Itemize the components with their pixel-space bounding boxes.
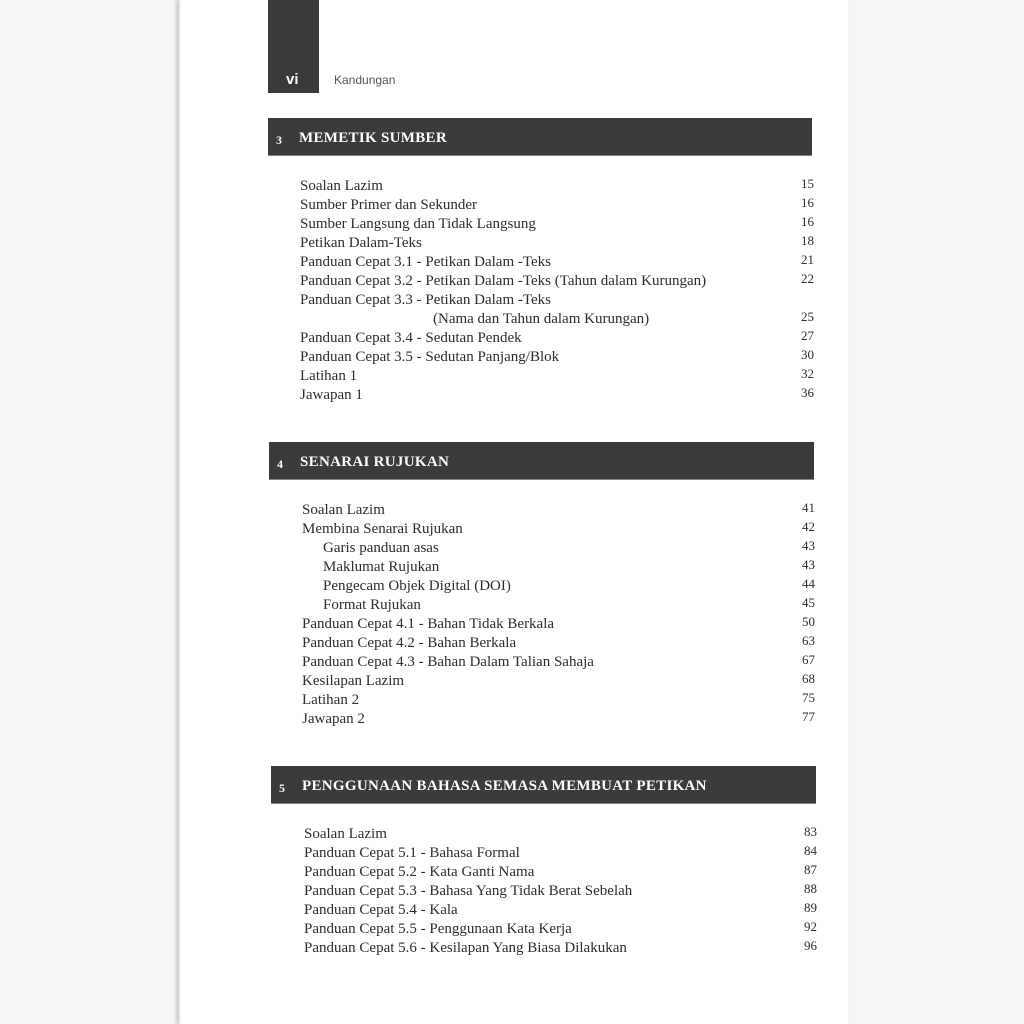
entry-page: 50 — [802, 614, 815, 629]
toc-entry — [304, 863, 817, 882]
entry-label: Soalan Lazim — [300, 178, 383, 194]
entry-page: 84 — [804, 843, 817, 858]
entry-label: Panduan Cepat 4.2 - Bahan Berkala — [302, 635, 517, 651]
toc-entry-continuation — [300, 310, 814, 329]
entry-label: Maklumat Rujukan — [323, 559, 440, 575]
entry-label: Panduan Cepat 3.3 - Petikan Dalam -Teks — [300, 292, 551, 308]
section-number: 3 — [276, 133, 282, 147]
entry-label: Panduan Cepat 3.2 - Petikan Dalam -Teks (Tahun dalam Kurungan) — [300, 273, 707, 289]
toc-section-4 — [302, 501, 815, 729]
entry-page: 41 — [802, 500, 815, 515]
page-edge — [178, 0, 181, 1024]
entry-page: 16 — [801, 195, 814, 210]
entry-label: Panduan Cepat 5.2 - Kata Ganti Nama — [304, 864, 535, 880]
entry-page: 87 — [804, 862, 817, 877]
entry-page: 30 — [801, 347, 814, 362]
entry-label: Jawapan 1 — [300, 387, 363, 403]
toc-entry — [300, 272, 814, 291]
section-title: SENARAI RUJUKAN — [300, 454, 450, 470]
toc-entry — [300, 329, 814, 348]
entry-label: Soalan Lazim — [304, 826, 387, 842]
entry-label: Format Rujukan — [323, 597, 421, 613]
toc-entry — [300, 386, 814, 405]
toc-subentry — [302, 596, 815, 615]
entry-page: 83 — [804, 824, 817, 839]
entry-label: Latihan 2 — [302, 692, 360, 708]
entry-page: 43 — [802, 557, 815, 572]
entry-label: Kesilapan Lazim — [302, 673, 405, 689]
entry-page: 68 — [802, 671, 815, 686]
section-title: PENGGUNAAN BAHASA SEMASA MEMBUAT PETIKAN — [302, 778, 707, 794]
toc-entry — [304, 825, 817, 844]
entry-page: 75 — [802, 690, 815, 705]
toc-entry — [302, 520, 815, 539]
toc-entry — [300, 348, 814, 367]
section-header-3 — [268, 118, 812, 155]
entry-label: Jawapan 2 — [302, 711, 365, 727]
toc-entry — [304, 882, 817, 901]
entry-label: Garis panduan asas — [323, 540, 439, 556]
toc-entry — [300, 177, 814, 196]
entry-label: Sumber Primer dan Sekunder — [300, 197, 478, 213]
toc-section-5 — [304, 825, 817, 958]
entry-label: Pengecam Objek Digital (DOI) — [323, 578, 511, 594]
toc-entry — [302, 501, 815, 520]
toc-entry — [302, 653, 815, 672]
entry-label: Panduan Cepat 5.6 - Kesilapan Yang Biasa Dilakukan — [304, 940, 627, 956]
toc-entry — [304, 901, 817, 920]
toc-entry — [300, 196, 814, 215]
section-header-5 — [271, 766, 816, 803]
entry-label: Membina Senarai Rujukan — [302, 521, 463, 537]
toc-subentry — [302, 558, 815, 577]
entry-page: 63 — [802, 633, 815, 648]
toc-entry — [300, 253, 814, 272]
entry-label: Panduan Cepat 3.4 - Sedutan Pendek — [300, 330, 522, 346]
toc-subentry — [302, 539, 815, 558]
entry-label: (Nama dan Tahun dalam Kurungan) — [433, 311, 650, 327]
entry-label: Panduan Cepat 5.4 - Kala — [304, 902, 458, 918]
entry-label: Panduan Cepat 4.3 - Bahan Dalam Talian Sahaja — [302, 654, 594, 670]
entry-label: Sumber Langsung dan Tidak Langsung — [300, 216, 536, 232]
toc-section-3 — [300, 177, 814, 405]
entry-page: 88 — [804, 881, 817, 896]
page-number: vi — [286, 71, 299, 88]
toc-entry — [302, 634, 815, 653]
entry-page: 67 — [802, 652, 815, 667]
entry-label: Panduan Cepat 5.1 - Bahasa Formal — [304, 845, 520, 861]
entry-page: 16 — [801, 214, 814, 229]
toc-entry — [300, 215, 814, 234]
section-number: 4 — [277, 457, 283, 471]
toc-entry — [302, 672, 815, 691]
entry-page: 36 — [801, 385, 814, 400]
toc-entry — [302, 710, 815, 729]
entry-page: 45 — [802, 595, 815, 610]
entry-page: 25 — [801, 309, 814, 324]
entry-page: 18 — [801, 233, 814, 248]
entry-page: 96 — [804, 938, 817, 953]
entry-page: 44 — [802, 576, 815, 591]
entry-page: 21 — [801, 252, 814, 267]
entry-page: 42 — [802, 519, 815, 534]
entry-page: 92 — [804, 919, 817, 934]
entry-label: Petikan Dalam-Teks — [300, 235, 422, 251]
running-head: Kandungan — [334, 73, 396, 87]
entry-page: 89 — [804, 900, 817, 915]
entry-page: 15 — [801, 176, 814, 191]
toc-subentry — [302, 577, 815, 596]
toc-entry — [300, 291, 814, 310]
toc-entry — [302, 615, 815, 634]
entry-label: Panduan Cepat 4.1 - Bahan Tidak Berkala — [302, 616, 555, 632]
toc-entry — [304, 920, 817, 939]
toc-entry — [304, 939, 817, 958]
toc-entry — [304, 844, 817, 863]
entry-label: Panduan Cepat 3.1 - Petikan Dalam -Teks — [300, 254, 551, 270]
entry-page: 27 — [801, 328, 814, 343]
section-header-4 — [269, 442, 814, 479]
toc-entry — [302, 691, 815, 710]
entry-label: Soalan Lazim — [302, 502, 385, 518]
entry-label: Panduan Cepat 5.3 - Bahasa Yang Tidak Berat Sebelah — [304, 883, 633, 899]
toc-entry — [300, 367, 814, 386]
entry-label: Latihan 1 — [300, 368, 358, 384]
entry-label: Panduan Cepat 5.5 - Penggunaan Kata Kerja — [304, 921, 572, 937]
entry-page: 32 — [801, 366, 814, 381]
entry-page: 43 — [802, 538, 815, 553]
section-title: MEMETIK SUMBER — [299, 130, 447, 146]
entry-label: Panduan Cepat 3.5 - Sedutan Panjang/Blok — [300, 349, 560, 365]
section-number: 5 — [279, 781, 285, 795]
toc-entry — [300, 234, 814, 253]
entry-page: 77 — [802, 709, 815, 724]
entry-page: 22 — [801, 271, 814, 286]
